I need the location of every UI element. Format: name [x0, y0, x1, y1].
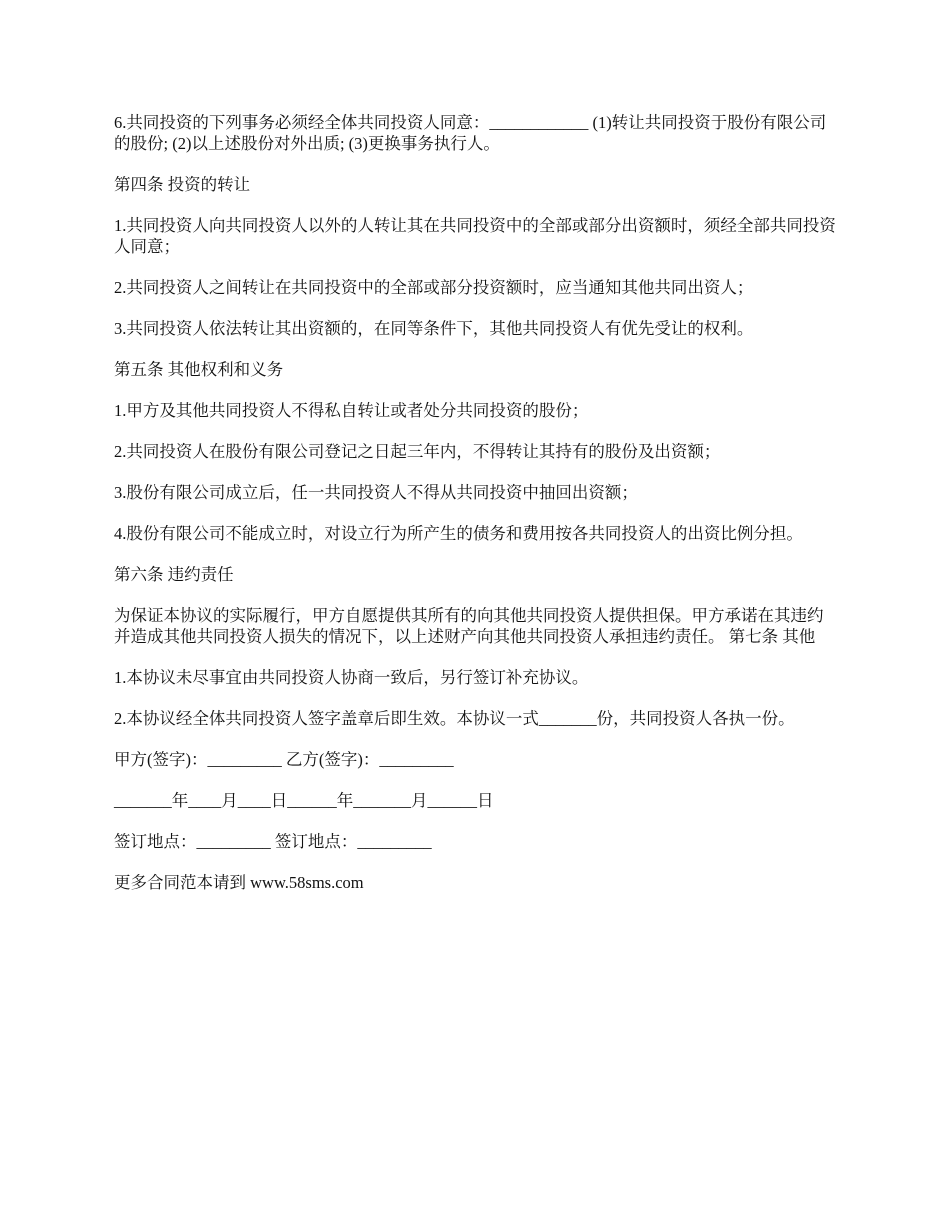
- article-4-item-2: 2.共同投资人之间转让在共同投资中的全部或部分投资额时，应当通知其他共同出资人；: [114, 278, 754, 297]
- article-4-item-3: 3.共同投资人依法转让其出资额的，在同等条件下，其他共同投资人有优先受让的权利。: [114, 319, 754, 338]
- article-4-heading: 第四条 投资的转让: [114, 175, 251, 194]
- article-6-heading: 第六条 违约责任: [114, 565, 234, 584]
- article-5-item-1: 1.甲方及其他共同投资人不得私自转让或者处分共同投资的股份；: [114, 401, 589, 420]
- article-4-item-1: 1.共同投资人向共同投资人以外的人转让其在共同投资中的全部或部分出资额时，须经全部共同投资人同意；: [114, 216, 836, 256]
- footer-more-templates: 更多合同范本请到 www.58sms.com: [114, 873, 364, 892]
- article-7-item-1: 1.本协议未尽事宜由共同投资人协商一致后，另行签订补充协议。: [114, 668, 589, 687]
- date-line: _______年____月____日______年_______月______日: [114, 791, 494, 810]
- article-5-item-3: 3.股份有限公司成立后，任一共同投资人不得从共同投资中抽回出资额；: [114, 483, 638, 502]
- article-7-item-2: 2.本协议经全体共同投资人签字盖章后即生效。本协议一式_______份，共同投资人各执一份。: [114, 709, 795, 728]
- clause-6-joint-matters: 6.共同投资的下列事务必须经全体共同投资人同意：____________ (1)转让共同投资于股份有限公司的股份; (2)以上述股份对外出质; (3)更换事务执行人。: [114, 113, 827, 153]
- document-page: [114, 112, 838, 913]
- signature-line: 甲方(签字)：_________ 乙方(签字)：_________: [114, 750, 454, 769]
- article-5-item-4: 4.股份有限公司不能成立时，对设立行为所产生的债务和费用按各共同投资人的出资比例分担。: [114, 524, 803, 543]
- article-6-body: 为保证本协议的实际履行，甲方自愿提供其所有的向其他共同投资人提供担保。甲方承诺在其违约并造成其他共同投资人损失的情况下，以上述财产向其他共同投资人承担违约责任。 第七条 其他: [114, 606, 824, 646]
- article-5-heading: 第五条 其他权利和义务: [114, 360, 284, 379]
- article-5-item-2: 2.共同投资人在股份有限公司登记之日起三年内，不得转让其持有的股份及出资额；: [114, 442, 721, 461]
- signing-place-line: 签订地点：_________ 签订地点：_________: [114, 832, 432, 851]
